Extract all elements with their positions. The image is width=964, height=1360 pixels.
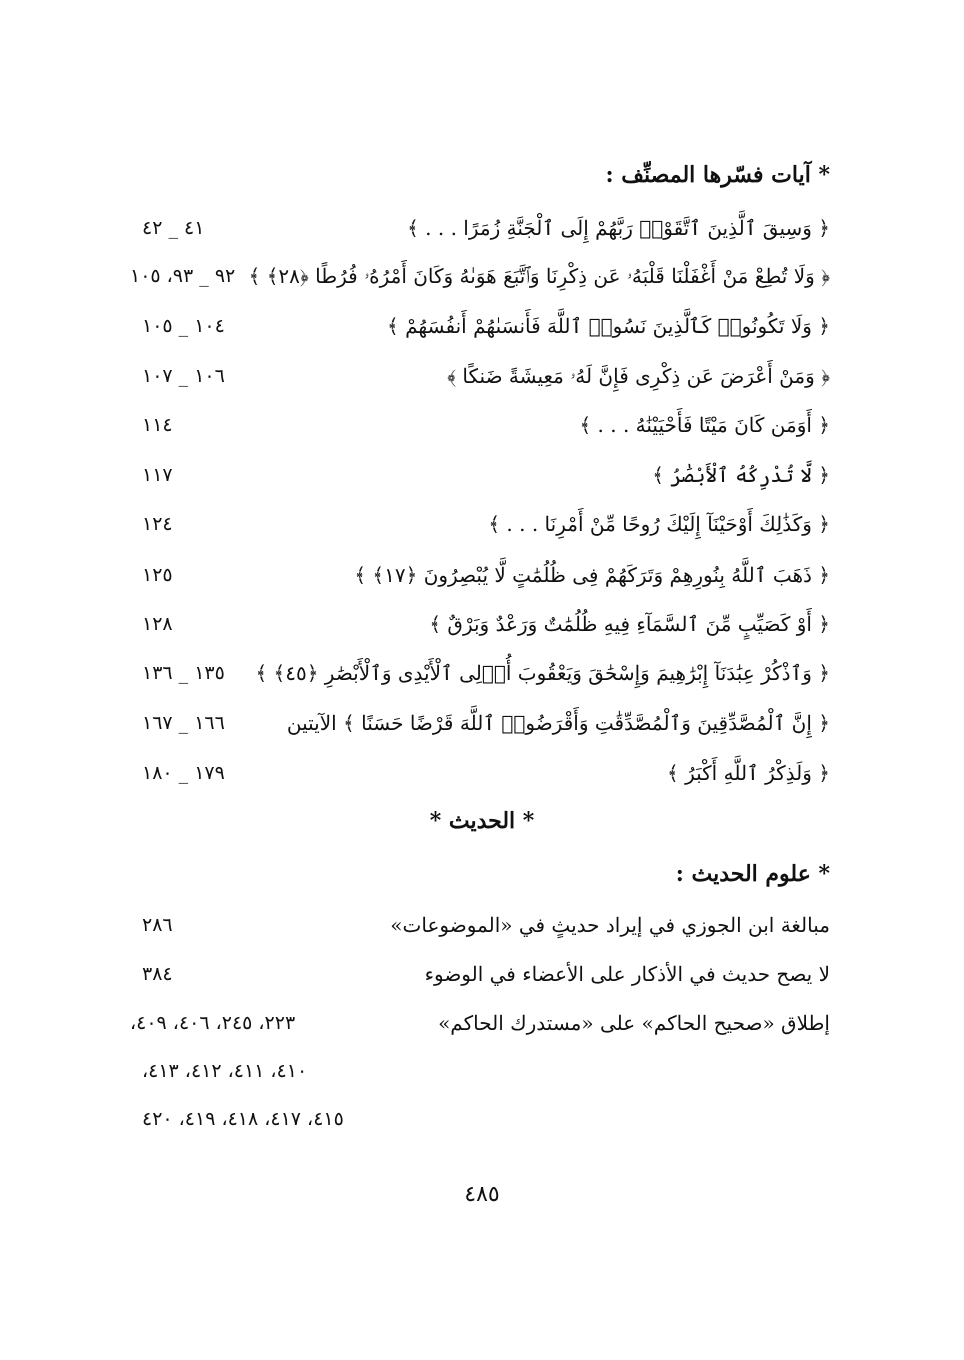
verse-text: ﴿ وَلَا تُطِعْ مَنْ أَغْفَلْنَا قَلْبَهُۥ عَن ذِكْرِنَا وَٱتَّبَعَ هَوَىٰهُ وَكَانَ أَمْرُهُۥ فُرُطًا ﴿٢٨﴾ ﴾ [248, 264, 830, 288]
verse-text: ﴿ إِنَّ ٱلْمُصَّدِّقِينَ وَٱلْمُصَّدِّقَٰتِ وَأَقْرَضُوا۟ ٱللَّهَ قَرْضًا حَسَنًا ﴾ الآيتين [286, 711, 830, 735]
page-ref-continuation: ٤١٠، ٤١١، ٤١٢، ٤١٣، [142, 1060, 308, 1082]
verse-page-ref: ١٧٩ _ ١٨٠ [142, 762, 225, 784]
verse-row [130, 557, 830, 593]
hadith-page-ref: ٢٨٦ [142, 914, 173, 936]
verse-row [130, 755, 830, 791]
hadith-page-ref: ٢٢٣، ٢٤٥، ٤٠٦، ٤٠٩، [130, 1012, 296, 1034]
subsection-heading: * علوم الحديث : [675, 861, 830, 887]
hadith-item-row [130, 1005, 830, 1041]
verse-page-ref: ١٠٤ _ ١٠٥ [142, 315, 225, 337]
verse-page-ref: ٤١ _ ٤٢ [142, 217, 205, 239]
verse-page-ref: ٩٢ _ ٩٣، ١٠٥ [130, 265, 236, 287]
verse-page-ref: ١٢٥ [142, 564, 173, 586]
verse-row [130, 258, 830, 294]
verse-text: ﴿ أَوْ كَصَيِّبٍ مِّنَ ٱلسَّمَآءِ فِيهِ ظُلُمَٰتٌ وَرَعْدٌ وَبَرْقٌ ﴾ [429, 612, 830, 636]
page-ref-continuation: ٤١٥، ٤١٧، ٤١٨، ٤١٩، ٤٢٠ [142, 1108, 344, 1130]
section-heading: * آيات فسّرها المصنِّف : [605, 162, 830, 188]
verse-page-ref: ١١٤ [142, 414, 173, 436]
hadith-item-text: إطلاق «صحيح الحاكم» على «مستدرك الحاكم» [438, 1011, 830, 1035]
hadith-section-title: * الحديث * [429, 808, 535, 834]
verse-row [130, 358, 830, 394]
verse-row [130, 705, 830, 741]
verse-text: ﴿ لَّا تُدْرِكُهُ ٱلْأَبْصَٰرُ ﴾ [652, 463, 830, 487]
verse-text: ﴿ وَسِيقَ ٱلَّذِينَ ٱتَّقَوْا۟ رَبَّهُمْ إِلَى ٱلْجَنَّةِ زُمَرًا . . . ﴾ [407, 216, 830, 240]
section-heading-row [130, 157, 830, 193]
verse-page-ref: ١٢٤ [142, 513, 173, 535]
verse-text: ﴿ وَلَا تَكُونُوا۟ كَٱلَّذِينَ نَسُوا۟ ٱللَّهَ فَأَنسَىٰهُمْ أَنفُسَهُمْ ﴾ [387, 314, 830, 338]
subsection-heading-row [130, 856, 830, 892]
verse-row [130, 308, 830, 344]
verse-page-ref: ١٠٦ _ ١٠٧ [142, 365, 225, 387]
hadith-item-text: لا يصح حديث في الأذكار على الأعضاء في الوضوء [424, 962, 830, 986]
verse-row [130, 457, 830, 493]
verse-text: ﴿ وَمَنْ أَعْرَضَ عَن ذِكْرِى فَإِنَّ لَهُۥ مَعِيشَةً ضَنكًا ﴾ [447, 364, 830, 388]
verse-row [130, 506, 830, 542]
verse-page-ref: ١١٧ [142, 464, 173, 486]
verse-text: ﴿ وَٱذْكُرْ عِبَٰدَنَآ إِبْرَٰهِيمَ وَإِسْحَٰقَ وَيَعْقُوبَ أُو۟لِى ٱلْأَيْدِى وَٱلْأَبْصَٰرِ ﴿٤٥﴾ ﴾ [255, 661, 830, 685]
verse-page-ref: ١٦٦ _ ١٦٧ [142, 712, 225, 734]
hadith-item-row [130, 956, 830, 992]
hadith-item-text: مبالغة ابن الجوزي في إيراد حديثٍ في «الموضوعات» [390, 913, 830, 937]
verse-row [130, 407, 830, 443]
verse-text: ﴿ ذَهَبَ ٱللَّهُ بِنُورِهِمْ وَتَرَكَهُمْ فِى ظُلُمَٰتٍ لَّا يُبْصِرُونَ ﴿١٧﴾ ﴾ [354, 563, 830, 587]
verse-page-ref: ١٢٨ [142, 613, 173, 635]
verse-page-ref: ١٣٥ _ ١٣٦ [142, 662, 225, 684]
verse-row [130, 210, 830, 246]
verse-text: ﴿ وَلَذِكْرُ ٱللَّهِ أَكْبَرُ ﴾ [667, 761, 830, 785]
verse-text: ﴿ وَكَذَٰلِكَ أَوْحَيْنَآ إِلَيْكَ رُوحًا مِّنْ أَمْرِنَا . . . ﴾ [488, 512, 830, 536]
page-number: ٤٨٥ [464, 1182, 500, 1207]
verse-row [130, 655, 830, 691]
hadith-item-row [130, 907, 830, 943]
hadith-page-ref: ٣٨٤ [142, 963, 173, 985]
verse-row [130, 606, 830, 642]
verse-text: ﴿ أَوَمَن كَانَ مَيْتًا فَأَحْيَيْنَٰهُ . . . ﴾ [579, 413, 830, 437]
